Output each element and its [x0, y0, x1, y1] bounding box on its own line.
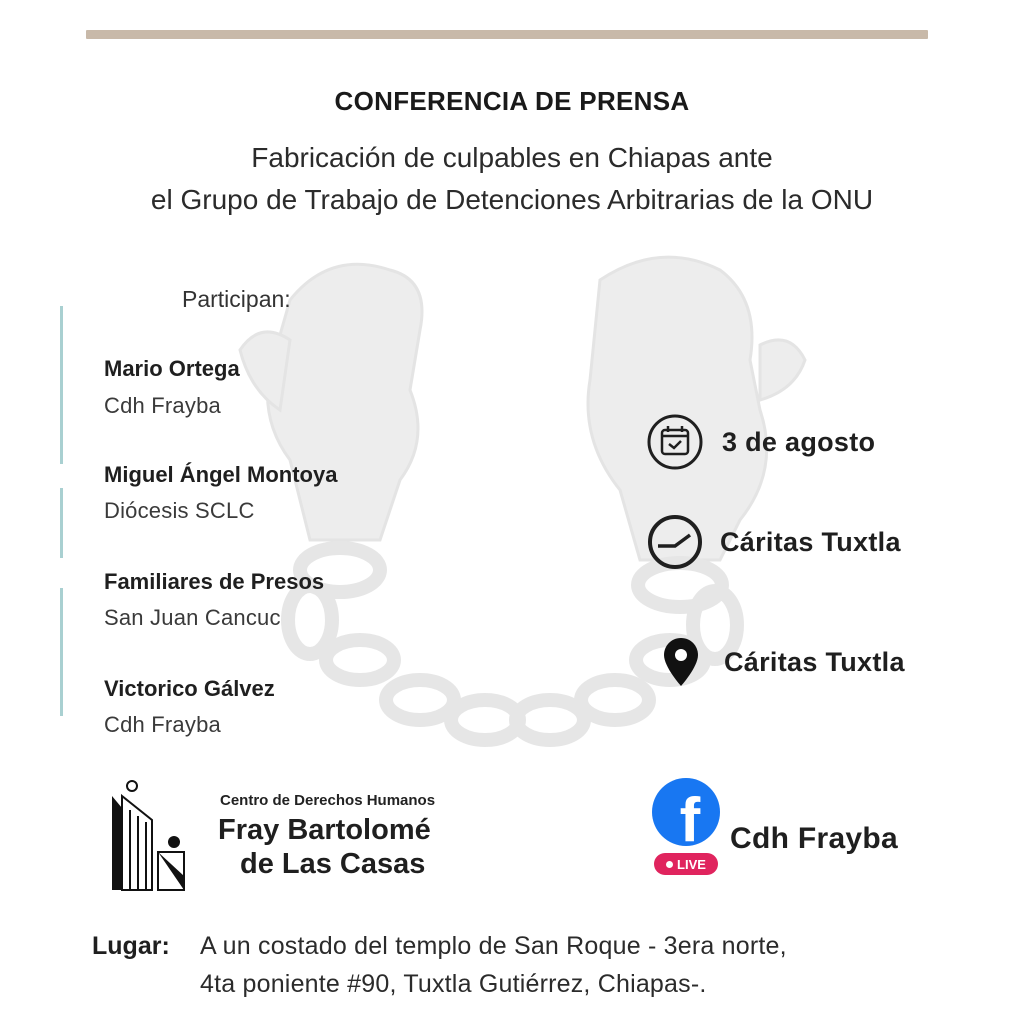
event-date: 3 de agosto	[722, 426, 876, 457]
facebook-icon: f	[652, 778, 720, 846]
participant-org: Cdh Frayba	[104, 712, 221, 737]
participant-org: San Juan Cancuc	[104, 605, 281, 630]
participant-name: Mario Ortega	[104, 356, 240, 381]
facebook-live-badge[interactable]	[650, 778, 722, 878]
location-line-2: 4ta poniente #90, Tuxtla Gutiérrez, Chiapas-.	[200, 970, 707, 998]
org-name-line-1: Fray Bartolomé	[218, 814, 431, 846]
participant-name: Miguel Ángel Montoya	[104, 462, 338, 487]
org-subtitle: Centro de Derechos Humanos	[220, 792, 436, 809]
accent-bar	[60, 488, 63, 558]
location-line-1: A un costado del templo de San Roque - 3era norte,	[200, 932, 787, 960]
page-title: CONFERENCIA DE PRENSA	[334, 86, 690, 116]
event-time: Cáritas Tuxtla	[720, 526, 901, 557]
location-label: Lugar:	[92, 932, 170, 960]
clock-icon	[646, 513, 704, 571]
event-place-row	[662, 636, 905, 688]
live-label: LIVE	[677, 856, 706, 872]
live-dot-icon	[666, 861, 673, 868]
live-badge	[654, 853, 718, 875]
participants-label: Participan:	[182, 286, 291, 312]
participant-name: Familiares de Presos	[104, 569, 325, 594]
facebook-handle[interactable]: Cdh Frayba	[730, 822, 899, 855]
top-divider	[86, 30, 928, 39]
accent-bar	[60, 306, 63, 464]
subtitle-line-1: Fabricación de culpables en Chiapas ante	[251, 142, 773, 173]
org-name-line-2: de Las Casas	[240, 848, 426, 880]
subtitle-line-2: el Grupo de Trabajo de Detenciones Arbitrarias de la ONU	[150, 184, 874, 215]
event-date-row	[646, 413, 875, 471]
calendar-icon	[646, 413, 704, 471]
event-place: Cáritas Tuxtla	[724, 646, 905, 677]
location-pin-icon	[662, 636, 700, 688]
accent-bar	[60, 588, 63, 716]
participant-org: Cdh Frayba	[104, 393, 221, 418]
event-time-row	[646, 513, 901, 571]
fists-chain-watermark	[220, 240, 810, 780]
participant-name: Victorico Gálvez	[104, 676, 275, 701]
participant-org: Diócesis SCLC	[104, 498, 255, 523]
logo-icon	[108, 780, 186, 892]
